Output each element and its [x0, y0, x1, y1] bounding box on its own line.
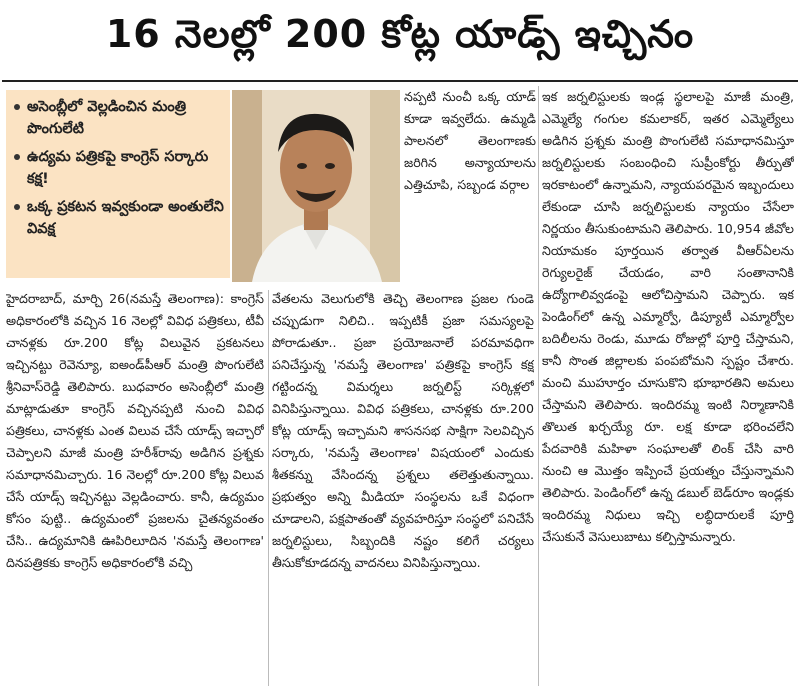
bullet-icon	[14, 154, 20, 160]
bullet-icon	[14, 204, 20, 210]
article-paragraph: ఇక జర్నలిస్టులకు ఇండ్ల స్థలాలపై మాజీ మంత్రి, ఎమ్మెల్యే గంగుల కమలాకర్, ఇతర ఎమ్మెల్యేలు అడిగిన ప్రశ్నకు మంత్రి పొంగులేటి సమాధానమిస్తూ జర్నలిస్టులకు సంబంధించి సుప్రీంకోర్టు తీర్పుతో ఇరకాటంలో ఉన్నామని, న్యాయపరమైన ఇబ్బందులు లేకుండా చూసి జర్నలిస్టులకు న్యాయం చేసేలా నిర్ణయం తీసుకుంటామని తెలిపారు. 10,954 జీవోల నియామకం పూర్తయిన తర్వాత వీఆర్ఏలను రెగ్యులరైజ్ చేయడం, వారి సంతానానికి ఉద్యోగాలివ్వడంపై ఆలోచిస్తామని చెప్పారు. ఇక పెండింగ్‌లో ఉన్న ఎమ్మార్వో, డిప్యూటీ ఎమ్మార్వోల బదిలీలను రెండు, మూడు రోజుల్లో పూర్తి చేస్తామని, కానీ సొంత జిల్లాలకు పంపబోమని స్పష్టం చేశారు. మంచి ముహూర్తం చూసుకొని భూభారతిని అమలు చేస్తామని తెలిపారు. ఇందిరమ్మ ఇంటి నిర్మాణానికి తొలుత ఖర్చయ్యే రూ. లక్ష కూడా భరించలేని పేదవారికి మహిళా సంఘాలతో లింక్ చేసి వారి నుంచి ఆ మొత్తం ఇప్పించే ప్రయత్నం చేస్తున్నామని తెలిపారు. పెండింగ్‌లో ఉన్న డబుల్ బెడ్‌రూం ఇండ్లకు ఇందిరమ్మ నిధులు ఇచ్చి లబ్ధిదారులకే పూర్తి చేసుకునే వెసులుబాటు కల్పిస్తామన్నారు.	[542, 89, 794, 544]
highlight-text: అసెంబ్లీలో వెల్లడించిన మంత్రి పొంగులేటి	[27, 99, 187, 137]
article-paragraph: హైదరాబాద్, మార్చి 26(నమస్తే తెలంగాణ): కాంగ్రెస్ అధికారంలోకి వచ్చిన 16 నెలల్లో వివిధ పత్రికలు, టీవీ చానళ్లకు రూ.200 కోట్ల విలువైన ప్రకటనలు ఇచ్చినట్టు రెవెన్యూ, ఐఅండ్‌పీఆర్ మంత్రి పొంగులేటి శ్రీనివాస్‌రెడ్డి తెలిపారు. బుధవారం అసెంబ్లీలో మంత్రి మాట్లాడుతూ కాంగ్రెస్ వచ్చినప్పటి నుంచి వివిధ పత్రికలు, చానళ్లకు ఎంత విలువ చేసే యాడ్స్ ఇచ్చారో చెప్పాలని మాజీ మంత్రి హరీశ్‌రావు అడిగిన ప్రశ్నకు సమాధానమిచ్చారు. 16 నెలల్లో రూ.200 కోట్ల విలువ చేసే యాడ్స్ ఇచ్చినట్టు వెల్లడించారు. కానీ, ఉద్యమం కోసం పుట్టి.. ఉద్యమంలో ప్రజలను చైతన్యవంతం చేసి.. ఉద్యమానికి ఊపిరిలూదిన 'నమస్తే తెలంగాణ' దినపత్రికకు కాంగ్రెస్ అధికారంలోకి వచ్చి	[6, 291, 264, 570]
column-divider	[268, 290, 269, 686]
headline: 16 నెలల్లో 200 కోట్ల యాడ్స్ ఇచ్చినం	[105, 12, 695, 56]
highlight-item	[14, 196, 224, 240]
article-column-2	[272, 288, 534, 686]
article-column-3	[542, 86, 794, 686]
highlight-item	[14, 96, 224, 140]
highlight-text: ఉద్యమ పత్రికపై కాంగ్రెస్ సర్కారు కక్ష!	[27, 149, 209, 187]
bullet-icon	[14, 104, 20, 110]
minister-photo	[232, 90, 400, 282]
article-column-1	[6, 288, 264, 686]
highlights-box	[6, 90, 230, 278]
article-column-2-top	[404, 86, 536, 286]
portrait-illustration	[232, 90, 400, 282]
article-paragraph: వేతలను వెలుగులోకి తెచ్చి తెలంగాణ ప్రజల గుండె చప్పుడుగా నిలిచి.. ఇప్పటికీ ప్రజా సమస్యలపై పోరాడుతూ.. ప్రజా ప్రయోజనాలే పరమావధిగా పనిచేస్తున్న 'నమస్తే తెలంగాణ' పత్రికపై కాంగ్రెస్ కక్ష గట్టిందన్న విమర్శలు జర్నలిస్ట్ సర్కిళ్లలో వినిపిస్తున్నాయి. వివిధ పత్రికలు, చానళ్లకు రూ.200 కోట్ల యాడ్స్ ఇచ్చామని శాసనసభ సాక్షిగా సెలవిచ్చిన సర్కారు, 'నమస్తే తెలంగాణ' విషయంలో ఎందుకు శీతకన్ను వేసిందన్న ప్రశ్నలు తలెత్తుతున్నాయి. ప్రభుత్వం అన్ని మీడియా సంస్థలను ఒకే విధంగా చూడాలని, పక్షపాతంతో వ్యవహరిస్తూ సంస్థలో పనిచేసే జర్నలిస్టులు, సిబ్బందికి నష్టం కలిగే చర్యలు తీసుకోకూడదన్న వాదనలు వినిపిస్తున్నాయి.	[272, 291, 534, 570]
column-divider	[538, 86, 539, 686]
highlight-text: ఒక్క ప్రకటన ఇవ్వకుండా అంతులేని వివక్ష	[27, 199, 224, 237]
highlight-item	[14, 146, 224, 190]
article-paragraph: నప్పటి నుంచీ ఒక్క యాడ్ కూడా ఇవ్వలేదు. ఉమ్మడి పాలనలో తెలంగాణకు జరిగిన అన్యాయాలను ఎత్తిచూపి, సబ్బండ వర్గాల	[404, 89, 536, 192]
headline-rule	[2, 80, 798, 82]
